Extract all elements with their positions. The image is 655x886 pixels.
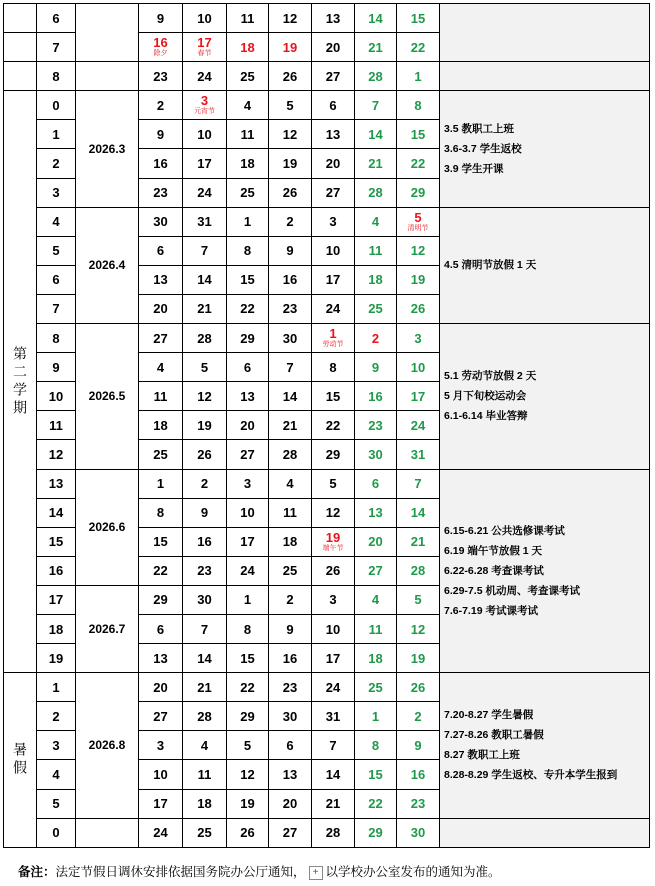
day-cell: 31: [312, 702, 355, 731]
day-cell: 12: [227, 760, 269, 789]
week-number: 12: [37, 440, 76, 469]
day-cell: 16: [139, 149, 183, 178]
day-cell: 29: [227, 702, 269, 731]
day-cell: 20: [355, 527, 397, 556]
day-cell: 25: [183, 818, 227, 847]
day-cell: 28: [269, 440, 312, 469]
day-cell: 8: [312, 353, 355, 382]
day-number: 17: [197, 35, 212, 51]
week-number: 1: [37, 673, 76, 702]
holiday-label: 劳动节: [322, 341, 344, 349]
day-cell: 1: [227, 207, 269, 236]
day-cell: 27: [312, 178, 355, 207]
note-line: 8.27 教职工上班: [444, 749, 520, 762]
day-cell: 22: [355, 789, 397, 818]
day-cell: 13: [139, 265, 183, 294]
footer-text-after: 以学校办公室发布的通知为准。: [325, 865, 501, 879]
month-label: 2026.4: [76, 207, 139, 323]
day-cell: 28: [355, 62, 397, 91]
week-number: 0: [37, 91, 76, 120]
day-cell: 18: [227, 149, 269, 178]
day-cell: 9: [139, 120, 183, 149]
day-cell: 24: [183, 62, 227, 91]
day-cell: 9: [355, 353, 397, 382]
day-cell: 11: [183, 760, 227, 789]
day-cell: 8: [227, 614, 269, 643]
day-cell: 10: [312, 236, 355, 265]
note-line: 3.9 学生开课: [444, 162, 504, 175]
note-line: 7.20-8.27 学生暑假: [444, 709, 534, 722]
day-cell: 6: [139, 236, 183, 265]
day-cell: 29: [355, 818, 397, 847]
day-cell: 14: [269, 382, 312, 411]
week-number: 10: [37, 382, 76, 411]
day-cell: 10: [227, 498, 269, 527]
day-cell: 9: [397, 731, 440, 760]
day-cell: 4: [355, 585, 397, 614]
day-cell: 18: [139, 411, 183, 440]
day-number: 19: [325, 529, 341, 545]
day-cell: 28: [397, 556, 440, 585]
notes-cell: [440, 818, 650, 847]
day-cell: 18: [227, 33, 269, 62]
note-line: 6.19 端午节放假 1 天: [444, 544, 543, 557]
week-number: 3: [37, 731, 76, 760]
day-cell: 23: [269, 294, 312, 323]
note-line: 6.15-6.21 公共选修课考试: [444, 524, 565, 537]
day-number: 1: [329, 326, 337, 342]
week-number: 6: [37, 265, 76, 294]
day-cell: 17: [312, 644, 355, 673]
day-cell: 18: [355, 265, 397, 294]
day-cell: 26: [397, 294, 440, 323]
day-cell: 5: [269, 91, 312, 120]
day-number: 3: [200, 93, 209, 109]
day-cell: 14: [355, 120, 397, 149]
day-cell: 5: [227, 731, 269, 760]
day-cell: 10: [139, 760, 183, 789]
day-cell: 7: [183, 236, 227, 265]
day-cell: 31: [397, 440, 440, 469]
day-cell: 17: [139, 789, 183, 818]
day-cell: 21: [355, 149, 397, 178]
day-cell: 26: [269, 178, 312, 207]
day-cell: 24: [397, 411, 440, 440]
day-cell: 19: [269, 149, 312, 178]
calendar-row: [4, 469, 650, 498]
day-cell: 26: [183, 440, 227, 469]
day-cell: 6: [227, 353, 269, 382]
day-cell: 13: [227, 382, 269, 411]
holiday-label: 清明节: [407, 224, 429, 232]
day-cell: 8: [139, 498, 183, 527]
day-cell: 9: [269, 236, 312, 265]
day-cell: 8: [227, 236, 269, 265]
day-cell: 25: [227, 178, 269, 207]
day-cell: 5: [312, 469, 355, 498]
notes-cell: [440, 62, 650, 91]
day-cell: 25: [355, 294, 397, 323]
day-cell: 12: [183, 382, 227, 411]
day-cell: 15: [227, 644, 269, 673]
day-cell: 13: [312, 120, 355, 149]
day-cell: 16: [355, 382, 397, 411]
day-cell: 2: [139, 91, 183, 120]
week-number: 7: [37, 294, 76, 323]
day-cell: 1: [227, 585, 269, 614]
day-cell: 30: [183, 585, 227, 614]
day-cell: 15: [397, 4, 440, 33]
note-line: 7.27-8.26 教职工暑假: [444, 729, 544, 742]
month-label: 2026.6: [76, 469, 139, 585]
day-cell: [183, 33, 227, 62]
week-number: 13: [37, 469, 76, 498]
day-cell: 23: [183, 556, 227, 585]
week-number: 2: [37, 149, 76, 178]
day-cell: 10: [183, 4, 227, 33]
day-cell: 22: [139, 556, 183, 585]
note-line: 3.5 教职工上班: [444, 122, 515, 135]
note-line: 6.22-6.28 考查课考试: [444, 564, 544, 577]
day-cell: 11: [227, 4, 269, 33]
day-cell: 18: [183, 789, 227, 818]
week-number: 11: [37, 411, 76, 440]
week-number: 1: [37, 120, 76, 149]
day-cell: 11: [227, 120, 269, 149]
day-cell: 17: [312, 265, 355, 294]
day-cell: 7: [312, 731, 355, 760]
note-line: 7.6-7.19 考试课考试: [444, 604, 538, 617]
day-cell: 22: [312, 411, 355, 440]
day-cell: 5: [397, 585, 440, 614]
day-cell: 27: [227, 440, 269, 469]
day-cell: 14: [355, 4, 397, 33]
school-calendar-table: [3, 3, 650, 848]
calendar-row: [4, 91, 650, 120]
day-cell: [312, 527, 355, 556]
week-number: 5: [37, 236, 76, 265]
day-cell: 24: [139, 818, 183, 847]
day-cell: 22: [227, 294, 269, 323]
note-line: 4.5 清明节放假 1 天: [444, 259, 537, 272]
day-cell: 2: [397, 702, 440, 731]
day-cell: 27: [269, 818, 312, 847]
calendar-row: [4, 62, 650, 91]
week-number: 17: [37, 585, 76, 614]
calendar-row: [4, 818, 650, 847]
day-cell: 16: [269, 265, 312, 294]
day-cell: 21: [312, 789, 355, 818]
day-cell: 4: [355, 207, 397, 236]
day-cell: 26: [227, 818, 269, 847]
day-cell: 19: [397, 265, 440, 294]
day-cell: 6: [312, 91, 355, 120]
day-cell: 22: [227, 673, 269, 702]
plus-icon[interactable]: +: [309, 866, 323, 880]
week-number: 8: [37, 324, 76, 353]
day-cell: 17: [397, 382, 440, 411]
day-cell: 28: [312, 818, 355, 847]
day-cell: 12: [312, 498, 355, 527]
day-cell: 13: [312, 4, 355, 33]
day-cell: 3: [312, 207, 355, 236]
week-number: 0: [37, 818, 76, 847]
note-line: 6.1-6.14 毕业答辩: [444, 410, 528, 423]
day-cell: 23: [397, 789, 440, 818]
day-cell: 7: [183, 614, 227, 643]
day-cell: 6: [269, 731, 312, 760]
day-cell: 21: [397, 527, 440, 556]
day-number: 16: [153, 35, 168, 51]
day-cell: 12: [397, 236, 440, 265]
day-cell: 11: [139, 382, 183, 411]
calendar-row: [4, 324, 650, 353]
day-cell: 3: [227, 469, 269, 498]
day-cell: 24: [183, 178, 227, 207]
day-cell: 4: [227, 91, 269, 120]
week-number: 3: [37, 178, 76, 207]
term-empty: [4, 4, 37, 33]
notes-cell: [440, 469, 650, 673]
footer-text-before: 法定节假日调休安排依据国务院办公厅通知，: [55, 865, 306, 879]
day-cell: 19: [227, 789, 269, 818]
day-cell: 2: [355, 324, 397, 353]
day-cell: 14: [312, 760, 355, 789]
term-empty: [4, 62, 37, 91]
day-cell: 25: [355, 673, 397, 702]
month-label: 2026.7: [76, 585, 139, 672]
day-cell: 8: [355, 731, 397, 760]
day-cell: [183, 91, 227, 120]
day-cell: 21: [355, 33, 397, 62]
day-cell: 21: [183, 294, 227, 323]
calendar-row: [4, 4, 650, 33]
day-cell: 3: [139, 731, 183, 760]
day-cell: 3: [397, 324, 440, 353]
day-cell: 13: [269, 760, 312, 789]
day-cell: 27: [139, 324, 183, 353]
day-cell: 29: [227, 324, 269, 353]
week-number: 4: [37, 760, 76, 789]
day-cell: 9: [183, 498, 227, 527]
day-cell: 11: [269, 498, 312, 527]
notes-cell: [440, 207, 650, 323]
day-cell: 16: [397, 760, 440, 789]
day-cell: 14: [397, 498, 440, 527]
note-line: 5 月下旬校运动会: [444, 390, 527, 403]
day-cell: 15: [312, 382, 355, 411]
month-label: [76, 62, 139, 91]
month-label: [76, 818, 139, 847]
week-number: 9: [37, 353, 76, 382]
day-cell: 5: [183, 353, 227, 382]
day-cell: 30: [269, 324, 312, 353]
holiday-label: 端午节: [322, 544, 344, 552]
day-cell: 20: [312, 149, 355, 178]
week-number: 14: [37, 498, 76, 527]
day-cell: 19: [397, 644, 440, 673]
day-cell: 8: [397, 91, 440, 120]
day-cell: 11: [355, 614, 397, 643]
day-cell: [397, 207, 440, 236]
day-cell: 20: [312, 33, 355, 62]
calendar-row: [4, 673, 650, 702]
day-cell: [312, 324, 355, 353]
day-cell: 30: [355, 440, 397, 469]
day-cell: 19: [269, 33, 312, 62]
footer-remark: [18, 862, 501, 880]
day-cell: 13: [139, 644, 183, 673]
day-cell: 15: [139, 527, 183, 556]
day-cell: 18: [355, 644, 397, 673]
week-number: 6: [37, 4, 76, 33]
day-cell: 17: [227, 527, 269, 556]
day-cell: 20: [227, 411, 269, 440]
day-cell: 28: [183, 702, 227, 731]
day-cell: 28: [355, 178, 397, 207]
notes-cell: [440, 673, 650, 818]
day-cell: 12: [269, 120, 312, 149]
calendar-row: [4, 207, 650, 236]
day-cell: 6: [355, 469, 397, 498]
month-label: 2026.8: [76, 673, 139, 818]
day-cell: 1: [355, 702, 397, 731]
day-cell: 20: [139, 294, 183, 323]
day-cell: [139, 33, 183, 62]
day-cell: 14: [183, 644, 227, 673]
day-cell: 10: [312, 614, 355, 643]
day-cell: 1: [139, 469, 183, 498]
day-cell: 28: [183, 324, 227, 353]
day-cell: 2: [269, 207, 312, 236]
day-cell: 18: [269, 527, 312, 556]
day-number: 5: [414, 209, 422, 225]
day-cell: 20: [269, 789, 312, 818]
week-number: 18: [37, 614, 76, 643]
term-label: 第二学期: [4, 91, 37, 673]
day-cell: 23: [269, 673, 312, 702]
day-cell: 3: [312, 585, 355, 614]
day-cell: 10: [397, 353, 440, 382]
day-cell: 24: [227, 556, 269, 585]
holiday-label: 春节: [197, 50, 212, 58]
footer-label: 备注：: [18, 865, 56, 879]
notes-cell: [440, 4, 650, 62]
day-cell: 14: [183, 265, 227, 294]
term-empty: [4, 33, 37, 62]
note-line: 8.28-8.29 学生返校、专升本学生报到: [444, 769, 618, 782]
week-number: 19: [37, 644, 76, 673]
day-cell: 11: [355, 236, 397, 265]
day-cell: 15: [397, 120, 440, 149]
day-cell: 27: [139, 702, 183, 731]
day-cell: 24: [312, 673, 355, 702]
day-cell: 30: [397, 818, 440, 847]
month-label: 2026.3: [76, 91, 139, 207]
day-cell: 16: [183, 527, 227, 556]
week-number: 4: [37, 207, 76, 236]
day-cell: 7: [397, 469, 440, 498]
day-cell: 12: [397, 614, 440, 643]
week-number: 15: [37, 527, 76, 556]
day-cell: 9: [139, 4, 183, 33]
day-cell: 27: [312, 62, 355, 91]
holiday-label: 元宵节: [194, 108, 215, 116]
day-cell: 30: [139, 207, 183, 236]
day-cell: 22: [397, 33, 440, 62]
day-cell: 29: [397, 178, 440, 207]
day-cell: 25: [139, 440, 183, 469]
day-cell: 26: [269, 62, 312, 91]
day-cell: 21: [269, 411, 312, 440]
week-number: 7: [37, 33, 76, 62]
month-label: 2026.5: [76, 324, 139, 469]
day-cell: 23: [139, 62, 183, 91]
day-cell: 6: [139, 614, 183, 643]
day-cell: 29: [139, 585, 183, 614]
day-cell: 7: [269, 353, 312, 382]
note-line: 6.29-7.5 机动周、考查课考试: [444, 584, 580, 597]
day-cell: 17: [183, 149, 227, 178]
day-cell: 21: [183, 673, 227, 702]
day-cell: 22: [397, 149, 440, 178]
month-label: [76, 4, 139, 62]
day-cell: 13: [355, 498, 397, 527]
day-cell: 20: [139, 673, 183, 702]
day-cell: 9: [269, 614, 312, 643]
note-line: 3.6-3.7 学生返校: [444, 142, 522, 155]
week-number: 16: [37, 556, 76, 585]
day-cell: 15: [227, 265, 269, 294]
day-cell: 4: [183, 731, 227, 760]
day-cell: 16: [269, 644, 312, 673]
day-cell: 12: [269, 4, 312, 33]
note-line: 5.1 劳动节放假 2 天: [444, 370, 537, 383]
holiday-label: 除夕: [153, 50, 168, 58]
day-cell: 2: [269, 585, 312, 614]
notes-cell: [440, 324, 650, 469]
term-label: 暑假: [4, 673, 37, 848]
day-cell: 19: [183, 411, 227, 440]
day-cell: 15: [355, 760, 397, 789]
week-number: 2: [37, 702, 76, 731]
day-cell: 24: [312, 294, 355, 323]
day-cell: 26: [312, 556, 355, 585]
day-cell: 31: [183, 207, 227, 236]
day-cell: 25: [227, 62, 269, 91]
day-cell: 25: [269, 556, 312, 585]
day-cell: 30: [269, 702, 312, 731]
day-cell: 2: [183, 469, 227, 498]
day-cell: 10: [183, 120, 227, 149]
week-number: 5: [37, 789, 76, 818]
notes-cell: [440, 91, 650, 207]
day-cell: 4: [269, 469, 312, 498]
day-cell: 27: [355, 556, 397, 585]
day-cell: 7: [355, 91, 397, 120]
day-cell: 26: [397, 673, 440, 702]
day-cell: 23: [355, 411, 397, 440]
day-cell: 29: [312, 440, 355, 469]
day-cell: 23: [139, 178, 183, 207]
day-cell: 1: [397, 62, 440, 91]
week-number: 8: [37, 62, 76, 91]
day-cell: 4: [139, 353, 183, 382]
